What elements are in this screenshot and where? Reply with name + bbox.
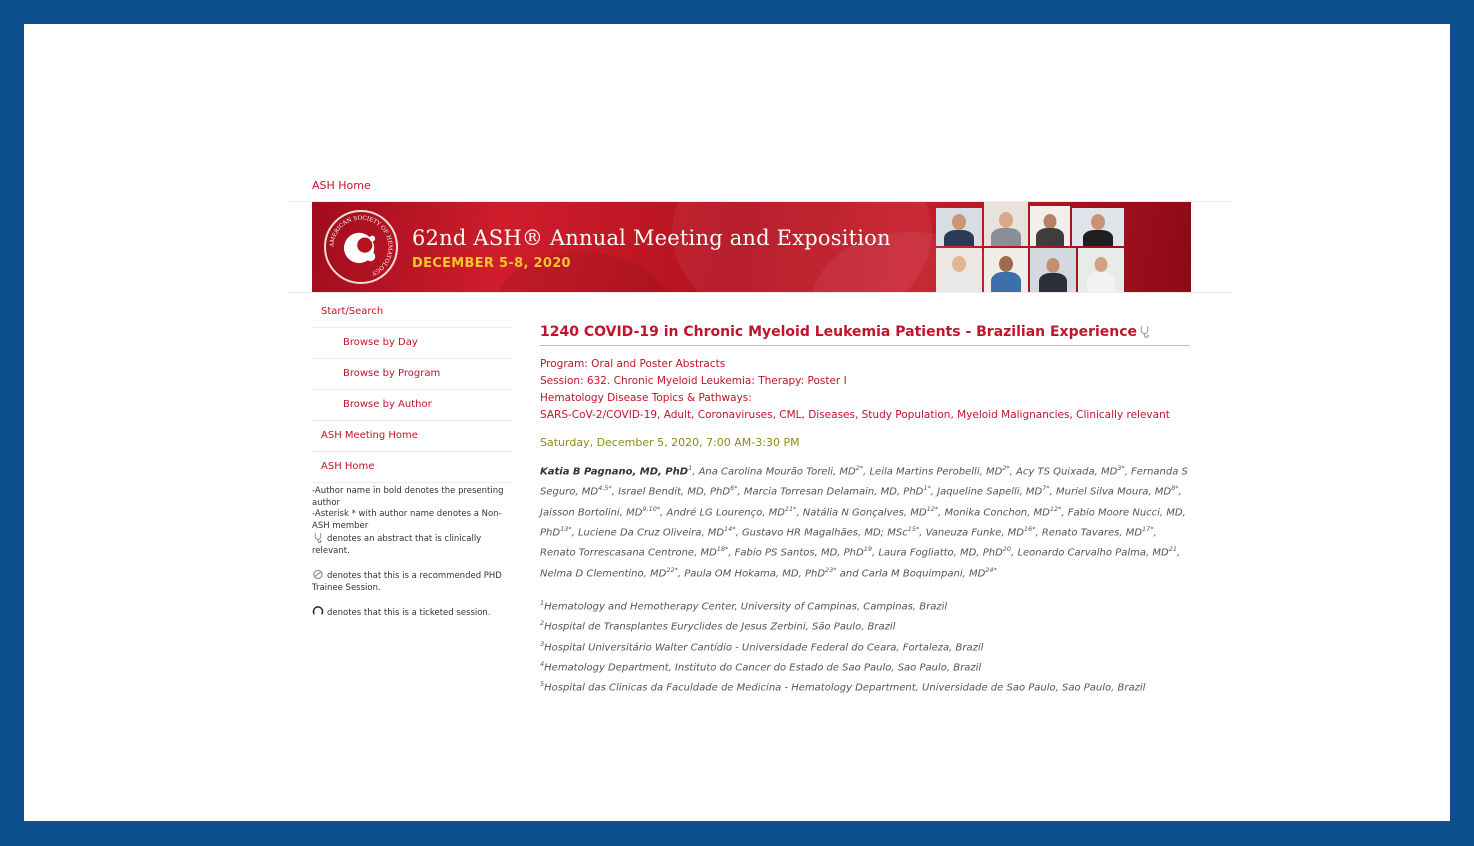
author-affiliation-ref: 2*	[855, 464, 864, 472]
author-affiliation-ref: 8*	[1171, 484, 1179, 493]
author-name[interactable]: Laura Fogliatto, MD, PhD	[878, 547, 1003, 559]
author-name[interactable]: Renato Torrescasana Centrone, MD	[540, 547, 717, 559]
nav-browse-by-day[interactable]: Browse by Day	[312, 328, 512, 359]
legend-phd-text: denotes that this is a recommended PHD Trainee Session.	[312, 571, 502, 593]
legend	[312, 486, 512, 620]
author-name[interactable]: Jaqueline Sapelli, MD	[937, 486, 1043, 498]
author-name[interactable]: Renato Tavares, MD	[1041, 527, 1143, 539]
abstract-content	[540, 324, 1190, 699]
nav-ash-home[interactable]: ASH Home	[312, 452, 512, 483]
photo-tile	[1072, 208, 1124, 246]
author-name[interactable]: Israel Bendit, MD, PhD	[618, 486, 731, 498]
author-affiliation-ref: 21	[1168, 545, 1177, 554]
affiliation-item	[540, 615, 1190, 635]
divider	[288, 292, 1232, 293]
author-name[interactable]: Katia B Pagnano, MD, PhD	[540, 466, 689, 478]
author-affiliation-ref: 22*	[666, 565, 678, 574]
stethoscope-icon	[312, 532, 324, 543]
author-name[interactable]: Monika Conchon, MD	[944, 506, 1050, 518]
meeting-banner	[312, 202, 1191, 292]
affiliation-item	[540, 676, 1190, 696]
legend-asterisk-note: -Asterisk * with author name denotes a Non-ASH member	[312, 509, 502, 531]
affiliation-list	[540, 595, 1190, 699]
banner-dates: DECEMBER 5-8, 2020	[412, 256, 571, 271]
author-name[interactable]: Marcia Torresan Delamain, MD, PhD	[743, 486, 924, 498]
banner-title: 62nd ASH® Annual Meeting and Exposition	[412, 226, 891, 250]
affiliation-item	[540, 636, 1190, 656]
author-affiliation-ref: 4,5*	[598, 484, 612, 493]
legend-ticket-text: denotes that this is a ticketed session.	[327, 608, 491, 618]
author-affiliation-ref: 7*	[1042, 484, 1050, 493]
author-affiliation-ref: 24*	[985, 565, 997, 574]
legend-bold-note: -Author name in bold denotes the presenting author	[312, 486, 504, 508]
author-name[interactable]: André LG Lourenço, MD	[666, 506, 785, 518]
author-name[interactable]: Luciene Da Cruz Oliveira, MD	[577, 527, 725, 539]
photo-tile	[984, 202, 1028, 246]
author-affiliation-ref: 19	[863, 545, 872, 554]
author-affiliation-ref: 17*	[1142, 524, 1154, 533]
author-affiliation-ref: 12*	[926, 504, 939, 513]
author-name[interactable]: Carla M Boquimpani, MD	[861, 567, 986, 579]
affiliation-text: Hematology and Hemotherapy Center, University of Campinas, Campinas, Brazil	[544, 601, 948, 613]
topics-list: SARS-CoV-2/COVID-19, Adult, Coronaviruses, CML, Diseases, Study Population, Myeloid Malignancies, Clinically relevant	[540, 409, 1170, 421]
phd-trainee-icon	[312, 569, 324, 580]
ash-logo	[324, 210, 398, 284]
attendee-photo-collage	[932, 202, 1132, 292]
affiliation-number: 5	[540, 680, 545, 689]
author-affiliation-ref: 23*	[825, 565, 837, 574]
author-affiliation-ref: 13*	[560, 524, 572, 533]
ash-logo-mark-icon	[326, 212, 396, 282]
photo-tile	[1078, 248, 1124, 292]
nav-browse-by-author[interactable]: Browse by Author	[312, 390, 512, 421]
author-name[interactable]: Fernanda S Seguro, MD	[540, 466, 1188, 498]
photo-tile	[1030, 248, 1076, 292]
abstract-meta	[540, 356, 1190, 424]
author-affiliation-ref: 12*	[1049, 504, 1062, 513]
author-affiliation-ref: 20	[1002, 545, 1012, 554]
affiliation-item	[540, 656, 1190, 676]
affiliation-number: 3	[540, 639, 545, 648]
affiliation-text: Hematology Department, Instituto do Cancer do Estado de Sao Paulo, Sao Paulo, Brazil	[544, 662, 982, 674]
nav-browse-by-program[interactable]: Browse by Program	[312, 359, 512, 390]
author-affiliation-ref: 15*	[907, 524, 920, 533]
screenshot-frame	[24, 24, 1450, 821]
author-name[interactable]: Paula OM Hokama, MD, PhD	[684, 567, 826, 579]
author-affiliation-ref: 11*	[784, 504, 797, 513]
author-name[interactable]: Ana Carolina Mourão Toreli, MD	[698, 466, 856, 478]
author-name[interactable]: Vaneuza Funke, MD	[925, 527, 1024, 539]
author-name[interactable]: Gustavo HR Magalhães, MD; MSc	[741, 527, 908, 539]
session-date: Saturday, December 5, 2020, 7:00 AM-3:30 PM	[540, 436, 800, 449]
photo-tile	[936, 208, 982, 246]
affiliation-item	[540, 595, 1190, 615]
author-list: Katia B Pagnano, MD, PhD$^1$, Ana Carolina Mourão Toreli, $MD^{2*}$, Leila Martins Perobelli, $MD^{2*}$, Acy TS Quixada, $MD^{3*}$, Fernanda S Seguro, $MD^{4,5*}$, Israel Bendit, MD, PhD$^{6*}$, Marcia Torresan Delamain, MD, PhD$^{1*}$, Jaqueline Sapelli, $MD^{7*}$, Muriel Silva Moura, $MD^{8*}$, Jaisson Bortolini, $MD^{9,10*}$, André LG Lourenço, $MD^{11*}$, Natália N Gonçalves, $MD^{12*}$, Monika Conchon, $MD^{12*}$, Fabio Moore Nucci, MD, PhD$^{13*}$, Luciene Da Cruz Oliveira, $MD^{14*}$, Gustavo HR Magalhães, MD; MSc$^{15*}$, Vaneuza Funke, $MD^{16*}$, Renato Tavares, $MD^{17*}$, Renato Torrescasana Centrone, $MD^{18*}$, Fabio PS Santos, MD, PhD$^{19}$, Laura Fogliatto, MD, PhD$^{20}$, Leonardo Carvalho Palma, MD$^{21}$, Nelma D Clementino, $MD^{22*}$, Paula OM Hokama, MD, PhD$^{23*}$ and Carla M Boquimpani, $MD^{24*}$	[540, 464, 1188, 579]
author-affiliation-ref: 16*	[1023, 524, 1036, 533]
author-name[interactable]: Leila Martins Perobelli, MD	[869, 466, 1003, 478]
affiliation-text: Hospital das Clinicas da Faculdade de Medicina - Hematology Department, Universidade de Sao Paulo, Sao Paulo, Brazil	[544, 682, 1146, 694]
author-name[interactable]: Muriel Silva Moura, MD	[1056, 486, 1172, 498]
legend-clinical	[312, 532, 512, 557]
affiliation-text: Hospital de Transplantes Euryclides de Jesus Zerbini, São Paulo, Brazil	[544, 621, 896, 633]
author-affiliation-ref: 1	[688, 464, 693, 472]
program-link[interactable]: Program: Oral and Poster Abstracts	[540, 358, 726, 370]
author-affiliation-ref: 18*	[716, 545, 729, 554]
author-affiliation-ref: 3*	[1117, 464, 1125, 472]
ticketed-session-icon	[312, 606, 324, 617]
legend-ticket	[312, 606, 512, 620]
web-page	[288, 154, 1232, 724]
author-name[interactable]: Jaisson Bortolini, MD	[540, 506, 643, 518]
author-name[interactable]: Fabio PS Santos, MD, PhD	[734, 547, 864, 559]
affiliation-number: 1	[540, 598, 545, 607]
author-affiliation-ref: 6*	[730, 484, 738, 493]
author-name[interactable]: Fabio Moore Nucci, MD, PhD	[540, 506, 1186, 539]
legend-clinical-text: denotes an abstract that is clinically relevant.	[312, 534, 482, 556]
author-affiliation-ref: 1*	[923, 484, 931, 493]
author-name[interactable]: Leonardo Carvalho Palma, MD	[1017, 547, 1169, 559]
author-name[interactable]: Natália N Gonçalves, MD	[802, 506, 927, 518]
author-affiliation-ref: 14*	[724, 524, 736, 533]
author-affiliation-ref: 2*	[1002, 464, 1010, 472]
topics-label: Hematology Disease Topics & Pathways:	[540, 392, 752, 404]
abstract-title: 1240 COVID-19 in Chronic Myeloid Leukemia Patients - Brazilian Experience	[540, 324, 1138, 340]
nav-ash-meeting-home[interactable]: ASH Meeting Home	[312, 421, 512, 452]
photo-tile	[936, 248, 982, 292]
photo-tile	[984, 248, 1028, 292]
photo-tile	[1030, 206, 1070, 246]
author-affiliation-ref: 9,10*	[642, 504, 661, 513]
legend-phd	[312, 569, 512, 594]
affiliation-number: 4	[540, 659, 545, 668]
sidebar	[312, 297, 512, 620]
stethoscope-icon	[1138, 325, 1151, 338]
session-link[interactable]: Session: 632. Chronic Myeloid Leukemia: Therapy: Poster I	[540, 375, 847, 387]
abstract-title-row	[540, 324, 1190, 346]
nav-start-search[interactable]: Start/Search	[312, 297, 512, 328]
author-name[interactable]: Nelma D Clementino, MD	[540, 567, 667, 579]
affiliation-number: 2	[540, 619, 545, 628]
affiliation-text: Hospital Universitário Walter Cantídio - Universidade Federal do Ceara, Fortaleza, Brazil	[544, 641, 984, 653]
ash-home-top-link[interactable]: ASH Home	[312, 179, 371, 192]
logo-ring-text: AMERICAN SOCIETY OF HEMATOLOGY	[329, 215, 393, 276]
author-name[interactable]: Acy TS Quixada, MD	[1016, 466, 1118, 478]
